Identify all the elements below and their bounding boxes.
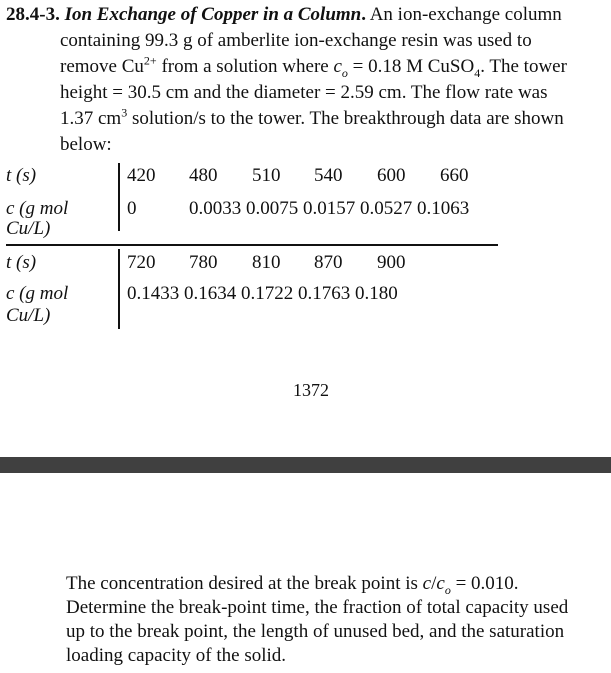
question-line-1	[66, 572, 568, 596]
problem-line-3-b: from a solution where	[156, 56, 334, 77]
problem-line-5	[6, 106, 611, 132]
problem-line-6: below:	[60, 134, 112, 155]
t-value: 810	[252, 252, 281, 273]
sulfate-subscript: 4	[474, 65, 481, 80]
ratio-slash: /	[431, 573, 437, 594]
problem-title-period: .	[361, 4, 366, 25]
t-label: t (s)	[6, 165, 37, 186]
t-label: t (s)	[6, 252, 37, 273]
c-label-line-1: c (g mol	[6, 283, 69, 304]
problem-line-1	[6, 2, 611, 28]
t-value: 720	[127, 252, 156, 273]
t-value: 420	[127, 165, 156, 186]
t-value: 600	[377, 165, 406, 186]
problem-line-5-a: 1.37 cm	[60, 108, 122, 129]
table-vertical-rule-top	[118, 163, 120, 231]
t-value: 540	[314, 165, 343, 186]
problem-line-5-b: solution/s to the tower. The breakthrough data are shown	[127, 108, 564, 129]
question-line-1-a: The concentration desired at the break point is	[66, 573, 423, 594]
page-divider-bar	[0, 457, 611, 473]
c-label-line-2: Cu/L)	[6, 305, 51, 326]
table-vertical-rule-bottom	[118, 249, 120, 329]
t-value: 780	[189, 252, 218, 273]
problem-number: 28.4-3.	[6, 4, 60, 25]
c-label-line-1: c (g mol	[6, 198, 69, 219]
t-value: 900	[377, 252, 406, 273]
c-value: 0	[127, 198, 137, 219]
problem-line-3-d: = 0.18 M CuSO	[347, 56, 475, 77]
page-number: 1372	[293, 380, 329, 400]
question-line-2: Determine the break-point time, the fraction of total capacity used	[66, 597, 569, 618]
c-values: 0.1433 0.1634 0.1722 0.1763 0.180	[127, 283, 398, 304]
c-label-line-2: Cu/L)	[6, 218, 51, 239]
conc-subscript: o	[341, 65, 348, 80]
c-values: 0.0033 0.0075 0.0157 0.0527 0.1063	[189, 198, 470, 219]
conc-symbol: c	[436, 573, 445, 594]
problem-title: Ion Exchange of Copper in a Column	[64, 4, 362, 25]
cubic-exponent: 3	[121, 105, 128, 120]
problem-statement	[6, 2, 611, 158]
t-value: 870	[314, 252, 343, 273]
t-value: 660	[440, 165, 469, 186]
problem-line-3-a: remove Cu	[60, 56, 144, 77]
question-line-3: up to the break point, the length of unused bed, and the saturation	[66, 621, 565, 642]
problem-line-4: height = 30.5 cm and the diameter = 2.59 cm. The flow rate was	[60, 82, 548, 103]
problem-line-3	[6, 54, 611, 80]
problem-line-1-text: An ion-exchange column	[366, 4, 562, 25]
problem-line-2: containing 99.3 g of amberlite ion-exchange resin was used to	[60, 30, 532, 51]
question-line-4: loading capacity of the solid.	[66, 645, 287, 666]
t-value: 480	[189, 165, 218, 186]
question-line-1-b: = 0.010.	[450, 573, 519, 594]
conc-subscript: o	[444, 582, 451, 597]
question-text	[66, 572, 568, 668]
t-value: 510	[252, 165, 281, 186]
conc-symbol: c	[333, 56, 342, 77]
problem-line-3-e: . The tower	[480, 56, 567, 77]
conc-symbol: c	[422, 573, 432, 594]
table-horizontal-rule	[6, 244, 498, 246]
ion-charge: 2+	[143, 53, 157, 68]
